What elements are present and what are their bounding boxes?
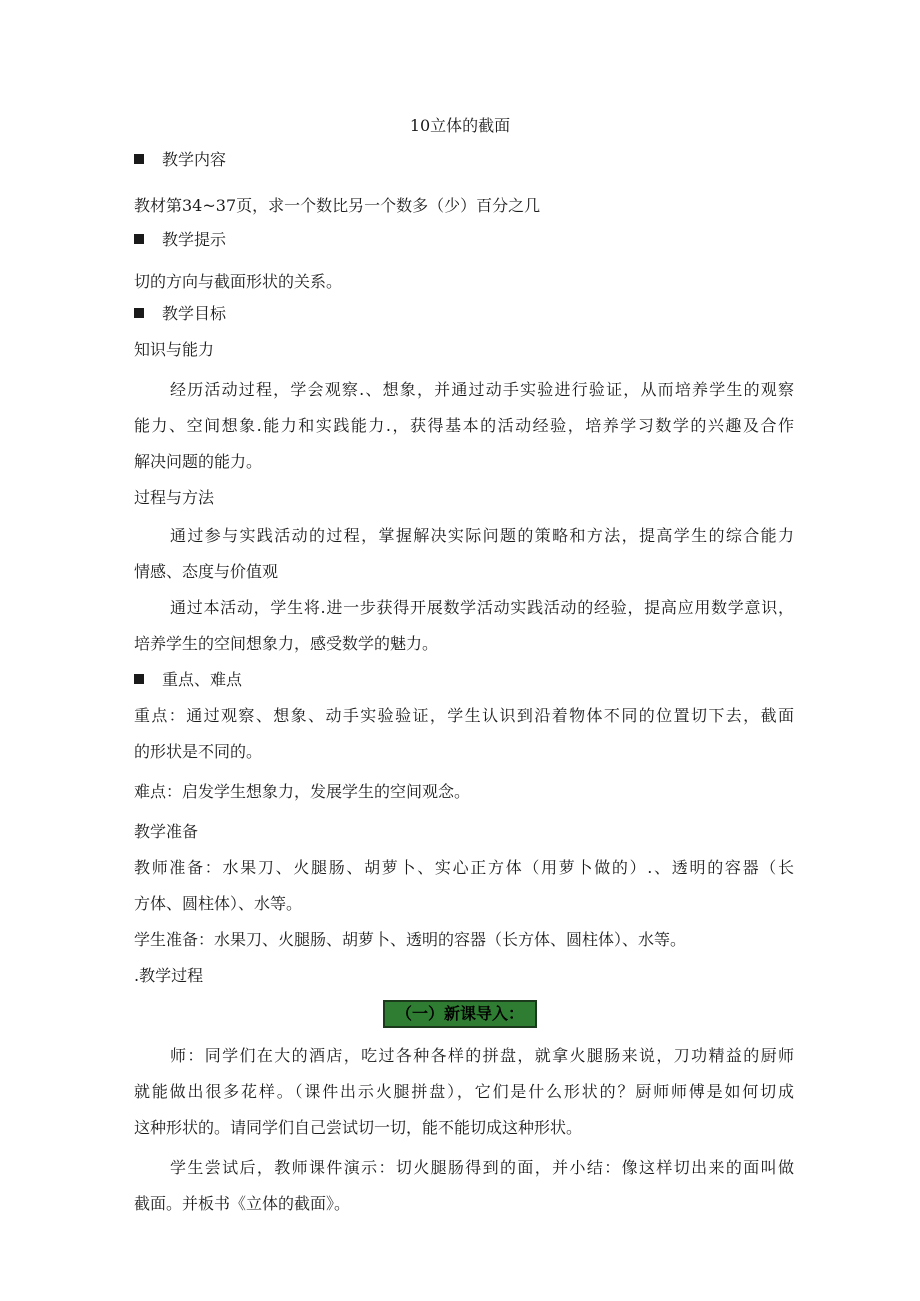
emotion-paragraph-line: 培养学生的空间想象力，感受数学的魅力。 (134, 634, 439, 653)
subheading-knowledge: 知识与能力 (134, 340, 215, 359)
content-text: 教材第34~37页，求一个数比另一个数多（少）百分之几 (134, 196, 541, 215)
square-bullet-icon (134, 308, 144, 318)
heading-text: 教学目标 (162, 304, 227, 323)
heading-key-difficult (134, 670, 794, 690)
square-bullet-icon (134, 674, 144, 684)
key-point-line: 的形状是不同的。 (134, 742, 263, 761)
heading-teaching-content (134, 150, 794, 170)
heading-text: 教学内容 (162, 150, 227, 169)
heading-text: 重点、难点 (162, 670, 243, 689)
section-badge-intro: （一）新课导入： (383, 1000, 537, 1028)
process-paragraph-line: 通过参与实践活动的过程，掌握解决实际问题的策略和方法，提高学生的综合能力 (170, 526, 794, 545)
teacher-prep-line: 教师准备：水果刀、火腿肠、胡萝卜、实心正方体（用萝卜做的）.、透明的容器（长 (134, 858, 794, 877)
student-prep-line: 学生准备：水果刀、火腿肠、胡萝卜、透明的容器（长方体、圆柱体）、水等。 (134, 930, 687, 949)
tips-text: 切的方向与截面形状的关系。 (134, 272, 343, 291)
intro-paragraph-line: 就能做出很多花样。（课件出示火腿拼盘），它们是什么形状的？厨师师傅是如何切成 (134, 1082, 794, 1101)
subheading-process: 过程与方法 (134, 488, 215, 507)
subheading-emotion: 情感、态度与价值观 (134, 562, 279, 581)
teacher-prep-line: 方体、圆柱体）、水等。 (134, 894, 303, 913)
emotion-paragraph-line: 通过本活动，学生将.进一步获得开展数学活动实践活动的经验，提高应用数学意识， (170, 598, 794, 617)
key-point-line: 重点：通过观察、想象、动手实验验证，学生认识到沿着物体不同的位置切下去，截面 (134, 706, 794, 725)
heading-text: 教学提示 (162, 230, 227, 249)
knowledge-paragraph-line: 经历活动过程，学会观察.、想象，并通过动手实验进行验证，从而培养学生的观察 (170, 380, 794, 399)
square-bullet-icon (134, 234, 144, 244)
knowledge-paragraph-line: 能力、空间想象.能力和实践能力.，获得基本的活动经验，培养学习数学的兴趣及合作 (134, 416, 794, 435)
demo-paragraph-line: 学生尝试后，教师课件演示：切火腿肠得到的面，并小结：像这样切出来的面叫做 (170, 1158, 794, 1177)
heading-teaching-goals (134, 304, 794, 324)
intro-paragraph-line: 师：同学们在大的酒店，吃过各种各样的拼盘，就拿火腿肠来说，刀功精益的厨师 (170, 1046, 794, 1065)
subheading-preparation: 教学准备 (134, 822, 199, 841)
document-title: 10立体的截面 (409, 116, 511, 135)
difficulty-line: 难点：启发学生想象力，发展学生的空间观念。 (134, 782, 471, 801)
subheading-teaching-process: .教学过程 (134, 966, 204, 985)
square-bullet-icon (134, 154, 144, 164)
heading-teaching-tips (134, 230, 794, 250)
intro-paragraph-line: 这种形状的。请同学们自己尝试切一切，能不能切成这种形状。 (134, 1118, 583, 1137)
knowledge-paragraph-line: 解决问题的能力。 (134, 452, 263, 471)
demo-paragraph-line: 截面。并板书《立体的截面》。 (134, 1194, 351, 1213)
